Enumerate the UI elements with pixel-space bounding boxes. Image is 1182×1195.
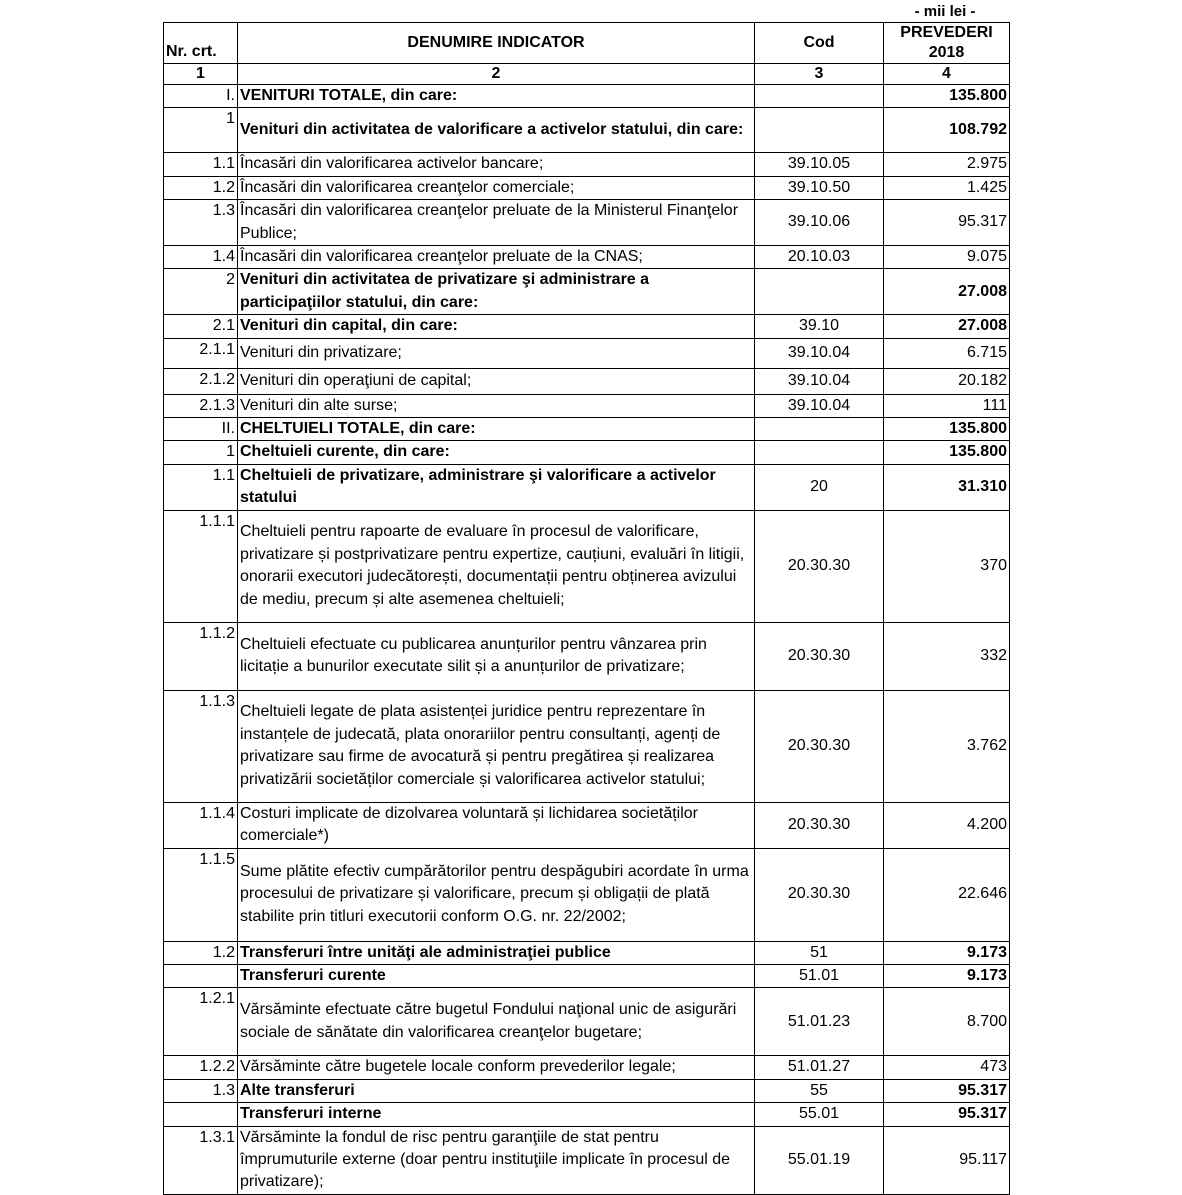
table-row <box>164 1079 1010 1102</box>
row-number: 1.1 <box>164 464 238 510</box>
row-valoare: 370 <box>884 510 1010 622</box>
row-valoare: 31.310 <box>884 464 1010 510</box>
table-row <box>164 338 1010 368</box>
row-cod <box>755 269 884 315</box>
table-row <box>164 1056 1010 1079</box>
row-valoare: 95.317 <box>884 1079 1010 1102</box>
table-row <box>164 1103 1010 1126</box>
table-row <box>164 690 1010 802</box>
row-cod: 20.10.03 <box>755 246 884 269</box>
table-row <box>164 153 1010 176</box>
row-denumire: CHELTUIELI TOTALE, din care: <box>238 418 755 441</box>
row-denumire: Încasări din valorificarea creanţelor comerciale; <box>238 176 755 199</box>
row-denumire: Transferuri curente <box>238 964 755 987</box>
row-denumire: Cheltuieli efectuate cu publicarea anunțurilor pentru vânzarea prin licitație a bunurilor executate silit și a anunțurilor de privatizare; <box>238 622 755 690</box>
row-cod <box>755 418 884 441</box>
table-row <box>164 988 1010 1056</box>
row-valoare: 9.173 <box>884 964 1010 987</box>
row-denumire: Alte transferuri <box>238 1079 755 1102</box>
row-valoare: 111 <box>884 394 1010 417</box>
row-cod: 39.10.04 <box>755 394 884 417</box>
row-number: 1.1.5 <box>164 848 238 941</box>
row-number: II. <box>164 418 238 441</box>
row-denumire: Cheltuieli pentru rapoarte de evaluare în procesul de valorificare, privatizare și postprivatizare pentru expertize, cauțiuni, evaluări în litigii, onorarii executori judecătorești, documentații pentru obținerea avizului de mediu, precum și alte asemenea cheltuieli; <box>238 510 755 622</box>
row-denumire: Venituri din activitatea de privatizare şi administrare a participaţiilor statului, din care: <box>238 269 755 315</box>
table-row <box>164 464 1010 510</box>
budget-table <box>163 22 1010 1195</box>
row-number: 1.1.3 <box>164 690 238 802</box>
row-valoare: 95.117 <box>884 1126 1010 1194</box>
row-number: 1.1.2 <box>164 622 238 690</box>
row-denumire: Costuri implicate de dizolvarea voluntară și lichidarea societăților comerciale*) <box>238 802 755 848</box>
row-valoare: 27.008 <box>884 269 1010 315</box>
row-number: 2.1.1 <box>164 338 238 368</box>
row-number: 1.1.4 <box>164 802 238 848</box>
row-denumire: Venituri din operaţiuni de capital; <box>238 368 755 394</box>
row-number <box>164 1103 238 1126</box>
row-denumire: Cheltuieli de privatizare, administrare şi valorificare a activelor statului <box>238 464 755 510</box>
column-number-row <box>164 64 1010 85</box>
row-cod: 55.01 <box>755 1103 884 1126</box>
row-denumire: Încasări din valorificarea creanţelor preluate de la Ministerul Finanţelor Publice; <box>238 200 755 246</box>
row-cod: 51.01.23 <box>755 988 884 1056</box>
row-valoare: 27.008 <box>884 315 1010 338</box>
table-row <box>164 418 1010 441</box>
unit-label: - mii lei - <box>914 3 976 20</box>
row-number: I. <box>164 85 238 108</box>
column-number-3: 3 <box>755 64 884 85</box>
row-cod: 20.30.30 <box>755 802 884 848</box>
row-valoare: 473 <box>884 1056 1010 1079</box>
row-number: 1.3.1 <box>164 1126 238 1194</box>
table-row <box>164 394 1010 417</box>
row-cod: 39.10.04 <box>755 338 884 368</box>
row-cod: 51 <box>755 941 884 964</box>
row-denumire: Sume plătite efectiv cumpărătorilor pentru despăgubiri acordate în urma procesului de privatizare și valorificare, precum și obligații de plată stabilite prin titluri executorii conform O.G. nr. 22/2002; <box>238 848 755 941</box>
table-row <box>164 315 1010 338</box>
row-denumire: Vărsăminte către bugetele locale conform prevederilor legale; <box>238 1056 755 1079</box>
row-cod: 55.01.19 <box>755 1126 884 1194</box>
table-row <box>164 108 1010 153</box>
row-denumire: Încasări din valorificarea creanţelor preluate de la CNAS; <box>238 246 755 269</box>
row-cod: 55 <box>755 1079 884 1102</box>
table-row <box>164 510 1010 622</box>
column-number-4: 4 <box>884 64 1010 85</box>
table-row <box>164 441 1010 464</box>
table-row <box>164 802 1010 848</box>
header-denumire: DENUMIRE INDICATOR <box>238 23 755 64</box>
table-row <box>164 1126 1010 1194</box>
header-prevederi <box>884 23 1010 64</box>
table-row <box>164 622 1010 690</box>
row-denumire: Cheltuieli curente, din care: <box>238 441 755 464</box>
row-number: 1.2 <box>164 176 238 199</box>
row-denumire: Venituri din capital, din care: <box>238 315 755 338</box>
table-row <box>164 368 1010 394</box>
row-cod: 39.10.06 <box>755 200 884 246</box>
row-valoare: 135.800 <box>884 441 1010 464</box>
row-cod: 39.10.05 <box>755 153 884 176</box>
header-cod: Cod <box>755 23 884 64</box>
row-valoare: 95.317 <box>884 1103 1010 1126</box>
row-denumire: Transferuri între unităţi ale administraţiei publice <box>238 941 755 964</box>
row-valoare: 4.200 <box>884 802 1010 848</box>
header-row <box>164 23 1010 64</box>
table-row <box>164 200 1010 246</box>
row-valoare: 9.173 <box>884 941 1010 964</box>
row-valoare: 135.800 <box>884 85 1010 108</box>
row-cod: 39.10.04 <box>755 368 884 394</box>
header-prevederi-line2: 2018 <box>928 44 965 61</box>
row-valoare: 1.425 <box>884 176 1010 199</box>
row-valoare: 108.792 <box>884 108 1010 153</box>
row-cod <box>755 441 884 464</box>
table-row <box>164 246 1010 269</box>
row-cod: 20.30.30 <box>755 690 884 802</box>
row-number: 2.1 <box>164 315 238 338</box>
row-denumire: Cheltuieli legate de plata asistenței juridice pentru reprezentare în instanțele de judecată, plata onorariilor pentru consultanți, agenți de privatizare sau firme de avocatură și pentru pregătirea și realizarea privatizării societăților comerciale și valorificarea activelor statului; <box>238 690 755 802</box>
row-cod: 20.30.30 <box>755 510 884 622</box>
row-cod <box>755 108 884 153</box>
row-valoare: 95.317 <box>884 200 1010 246</box>
row-cod: 39.10.50 <box>755 176 884 199</box>
row-denumire: VENITURI TOTALE, din care: <box>238 85 755 108</box>
table-row <box>164 964 1010 987</box>
row-number: 1.2.1 <box>164 988 238 1056</box>
row-valoare: 6.715 <box>884 338 1010 368</box>
row-number: 1.1 <box>164 153 238 176</box>
row-cod: 20.30.30 <box>755 622 884 690</box>
row-valoare: 8.700 <box>884 988 1010 1056</box>
row-denumire: Transferuri interne <box>238 1103 755 1126</box>
row-denumire: Încasări din valorificarea activelor bancare; <box>238 153 755 176</box>
row-valoare: 22.646 <box>884 848 1010 941</box>
row-denumire: Vărsăminte la fondul de risc pentru garanţiile de stat pentru împrumuturile externe (doar pentru instituţiile implicate în procesul de privatizare); <box>238 1126 755 1194</box>
table-row <box>164 941 1010 964</box>
row-number: 1.2.2 <box>164 1056 238 1079</box>
row-number <box>164 964 238 987</box>
row-number: 1 <box>164 108 238 153</box>
row-cod <box>755 85 884 108</box>
row-number: 1.3 <box>164 1079 238 1102</box>
row-number: 2.1.3 <box>164 394 238 417</box>
table-row <box>164 848 1010 941</box>
row-valoare: 3.762 <box>884 690 1010 802</box>
header-prevederi-line1: PREVEDERI <box>900 24 993 41</box>
row-denumire: Vărsăminte efectuate către bugetul Fondului naţional unic de asigurări sociale de sănătate din valorificarea creanţelor bugetare; <box>238 988 755 1056</box>
row-number: 2 <box>164 269 238 315</box>
row-valoare: 332 <box>884 622 1010 690</box>
row-valoare: 135.800 <box>884 418 1010 441</box>
row-denumire: Venituri din alte surse; <box>238 394 755 417</box>
row-number: 2.1.2 <box>164 368 238 394</box>
row-cod: 51.01.27 <box>755 1056 884 1079</box>
row-valoare: 2.975 <box>884 153 1010 176</box>
column-number-1: 1 <box>164 64 238 85</box>
row-number: 1 <box>164 441 238 464</box>
table-row <box>164 176 1010 199</box>
row-number: 1.2 <box>164 941 238 964</box>
row-number: 1.3 <box>164 200 238 246</box>
table-row <box>164 269 1010 315</box>
row-valoare: 9.075 <box>884 246 1010 269</box>
row-cod: 20.30.30 <box>755 848 884 941</box>
table-row <box>164 85 1010 108</box>
row-number: 1.4 <box>164 246 238 269</box>
row-denumire: Venituri din activitatea de valorificare a activelor statului, din care: <box>238 108 755 153</box>
row-cod: 51.01 <box>755 964 884 987</box>
row-cod: 20 <box>755 464 884 510</box>
header-nr: Nr. crt. <box>164 23 238 64</box>
row-denumire: Venituri din privatizare; <box>238 338 755 368</box>
column-number-2: 2 <box>238 64 755 85</box>
row-valoare: 20.182 <box>884 368 1010 394</box>
row-number: 1.1.1 <box>164 510 238 622</box>
row-cod: 39.10 <box>755 315 884 338</box>
